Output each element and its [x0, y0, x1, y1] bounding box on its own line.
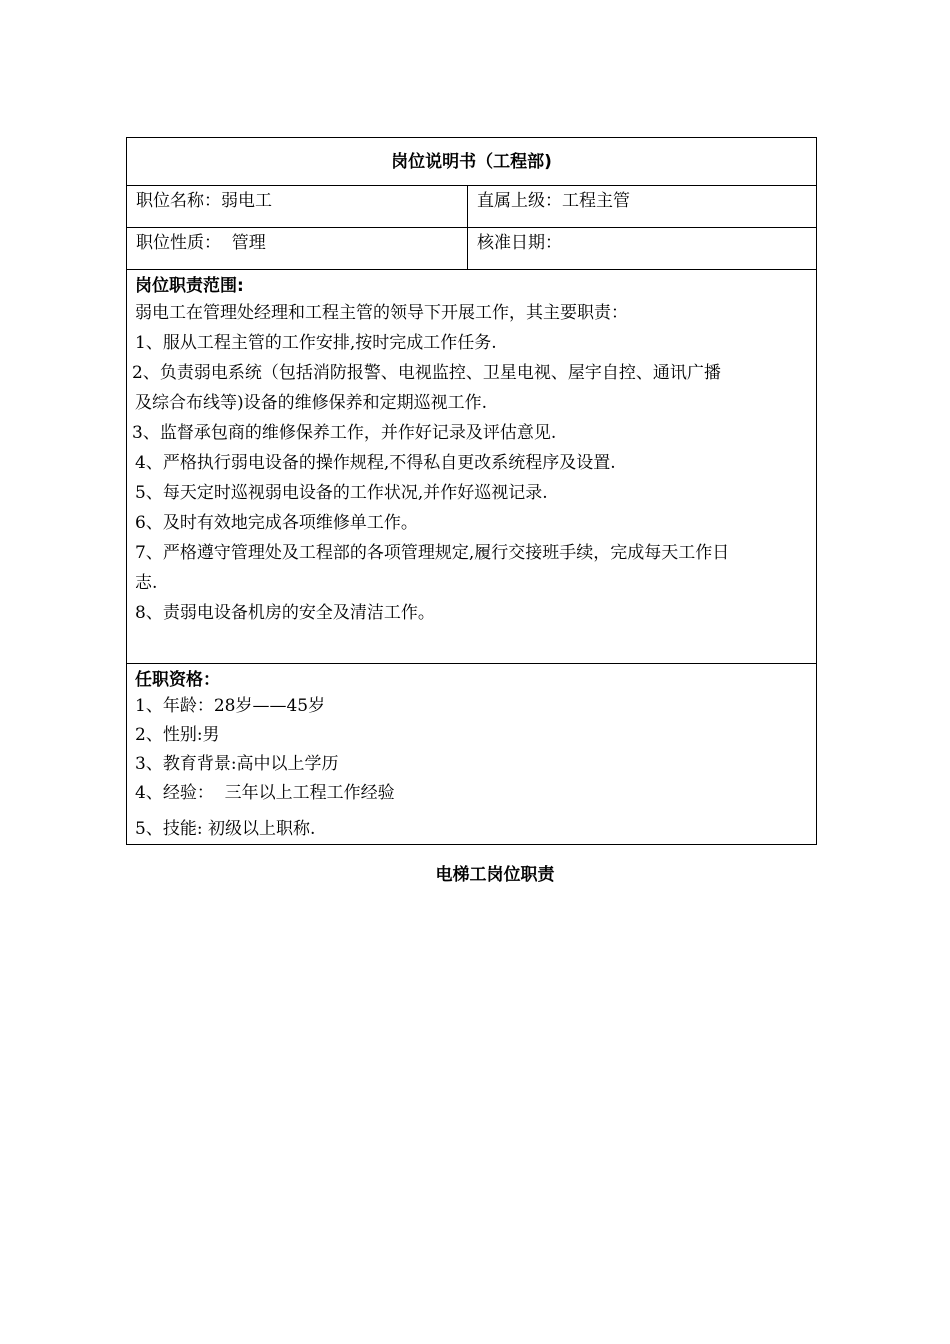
- responsibilities-intro: 弱电工在管理处经理和工程主管的领导下开展工作，其主要职责：: [135, 303, 628, 323]
- list-item: 2、性别:男: [135, 725, 220, 745]
- list-item: 1、年龄：28岁——45岁: [135, 696, 326, 716]
- list-item: 7、严格遵守管理处及工程部的各项管理规定,履行交接班手续，完成每天工作日: [135, 543, 730, 563]
- position-name-cell: [127, 186, 468, 228]
- next-section-title: 电梯工岗位职责: [435, 865, 555, 885]
- qualifications-section: [127, 664, 817, 845]
- responsibilities-list: [132, 298, 808, 628]
- qualifications-heading: 任职资格：: [135, 670, 220, 690]
- responsibilities-heading: 岗位职责范围:: [135, 276, 244, 296]
- list-item: 5、技能: 初级以上职称.: [135, 819, 316, 839]
- approval-date-cell: [468, 228, 817, 270]
- list-item: 5、每天定时巡视弱电设备的工作状况,并作好巡视记录.: [135, 483, 548, 503]
- job-description-table: [126, 137, 817, 845]
- list-item: 志.: [135, 573, 158, 593]
- list-item: 3、监督承包商的维修保养工作，并作好记录及评估意见.: [132, 423, 557, 443]
- supervisor-cell: [468, 186, 817, 228]
- approval-date: 核准日期：: [477, 233, 562, 253]
- list-item: 6、及时有效地完成各项维修单工作。: [135, 513, 418, 533]
- position-name: 职位名称：弱电工: [136, 191, 272, 211]
- position-nature-cell: [127, 228, 468, 270]
- list-item: 1、服从工程主管的工作安排,按时完成工作任务.: [135, 333, 497, 353]
- list-item: 2、负责弱电系统（包括消防报警、电视监控、卫星电视、屋宇自控、通讯广播: [132, 363, 721, 383]
- list-item: 3、教育背景:高中以上学历: [135, 754, 339, 774]
- list-item: 8、责弱电设备机房的安全及清洁工作。: [135, 603, 435, 623]
- list-item: 4、经验： 三年以上工程工作经验: [135, 783, 395, 803]
- qualifications-list: [135, 692, 808, 844]
- responsibilities-section: [127, 270, 817, 664]
- supervisor: 直属上级：工程主管: [477, 191, 630, 211]
- list-item: 及综合布线等)设备的维修保养和定期巡视工作.: [135, 393, 488, 413]
- position-nature: 职位性质： 管理: [136, 233, 266, 253]
- table-title: 岗位说明书（工程部): [127, 138, 817, 186]
- list-item: 4、严格执行弱电设备的操作规程,不得私自更改系统程序及设置.: [135, 453, 616, 473]
